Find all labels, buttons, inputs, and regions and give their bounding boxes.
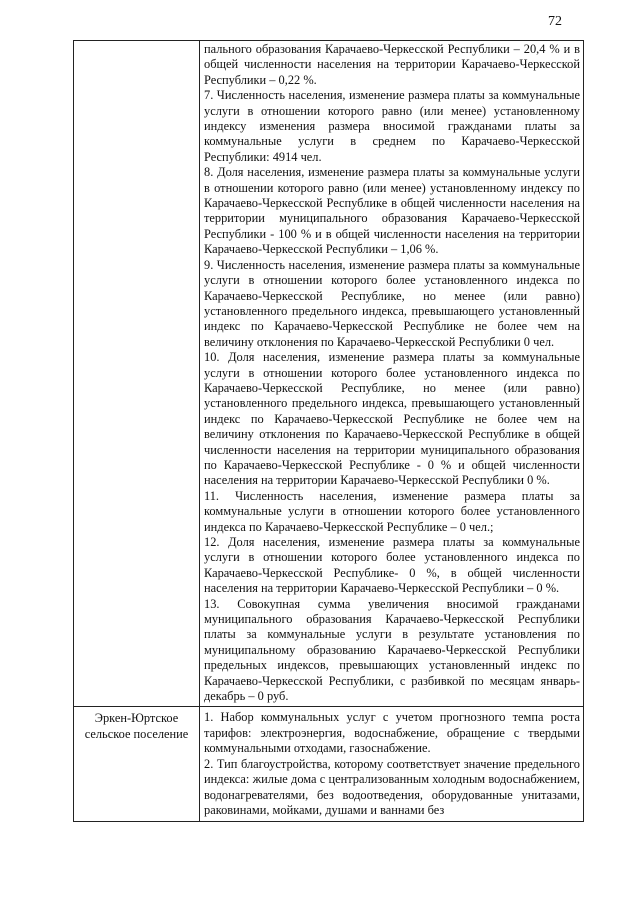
municipality-name xyxy=(74,41,199,45)
paragraph: пального образования Карачаево-Черкесской Республики – 20,4 % и в общей численности населения на территории Карачаево-Черкесской Республики – 0,22 %. xyxy=(204,42,580,87)
paragraph: 13. Совокупная сумма увеличения вносимой гражданами муниципального образования Карачаево-Черкесской Республики платы за коммунальные услуги в результате установления по муниципальному образованию Карачаево-Черкесской Республики предельных индексов, превышающих установленный индекс по Карачаево-Черкесской Республики, с разбивкой по месяцам январь-декабрь – 0 руб. xyxy=(204,596,580,704)
municipality-cell xyxy=(74,41,200,707)
municipality-cell xyxy=(74,707,200,822)
paragraph: 1. Набор коммунальных услуг с учетом прогнозного темпа роста тарифов: электроэнергия, водоснабжение, обращение с твердыми коммунальными отходами, газоснабжение. xyxy=(204,710,580,756)
paragraph: 12. Доля населения, изменение размера платы за коммунальные услуги в отношении которого более установленного индекса по Карачаево-Черкесской Республике- 0 %, в общей численности населения на территории Карачаево-Черкесской Республики – 0 %. xyxy=(204,535,580,596)
paragraph: 11. Численность населения, изменение размера платы за коммунальные услуги в отношении которого более установленного индекса по Карачаево-Черкесской Республике – 0 чел.; xyxy=(204,488,580,534)
indicators-cell xyxy=(200,707,584,822)
data-table xyxy=(73,40,584,822)
paragraph: 8. Доля населения, изменение размера платы за коммунальные услуги в отношении которого равно (или менее) установленному индексу по Карачаево-Черкесской Республике в общей численности населения на территории муниципального образования Карачаево-Черкесской Республики - 100 % и в общей численности населения на территории Карачаево-Черкесской Республики – 1,06 %. xyxy=(204,165,580,257)
table-row xyxy=(74,707,584,822)
paragraph: 10. Доля населения, изменение размера платы за коммунальные услуги в отношении которого более установленного индекса по Карачаево-Черкесской Республике, но менее (или равно) установленного предельного индекса, превышающего установленный индекс по Карачаево-Черкесской Республике не более чем на величину отклонения по Карачаево-Черкесской Республике в общей численности населения на территории муниципального образования по Карачаево-Черкесской Республике - 0 % и общей численности населения на территории Карачаево-Черкесской Республики 0 %. xyxy=(204,350,580,488)
table-row xyxy=(74,41,584,707)
page-number: 72 xyxy=(548,14,562,29)
paragraph: 7. Численность населения, изменение размера платы за коммунальные услуги в отношении которого равно (или менее) установленному индексу изменения размера вносимой гражданами платы за коммунальные услуги в среднем по Карачаево-Черкесской Республики: 4914 чел. xyxy=(204,88,580,164)
paragraph: 2. Тип благоустройства, которому соответствует значение предельного индекса: жилые дома с централизованным холодным водоснабжением, водонагревателями, без водоотведения, оборудованные унитазами, раковинами, мойками, душами и ваннами без xyxy=(204,756,580,817)
indicators-cell xyxy=(200,41,584,707)
municipality-name: Эркен-Юртское сельское поселение xyxy=(84,711,189,741)
paragraph: 9. Численность населения, изменение размера платы за коммунальные услуги в отношении которого более установленного индекса по Карачаево-Черкесской Республике, но менее (или равно) установленного предельного индекса, превышающего установленный индекс по Карачаево-Черкесской Республике не более чем на величину отклонения по Карачаево-Черкесской Республики 0 чел. xyxy=(204,257,580,349)
